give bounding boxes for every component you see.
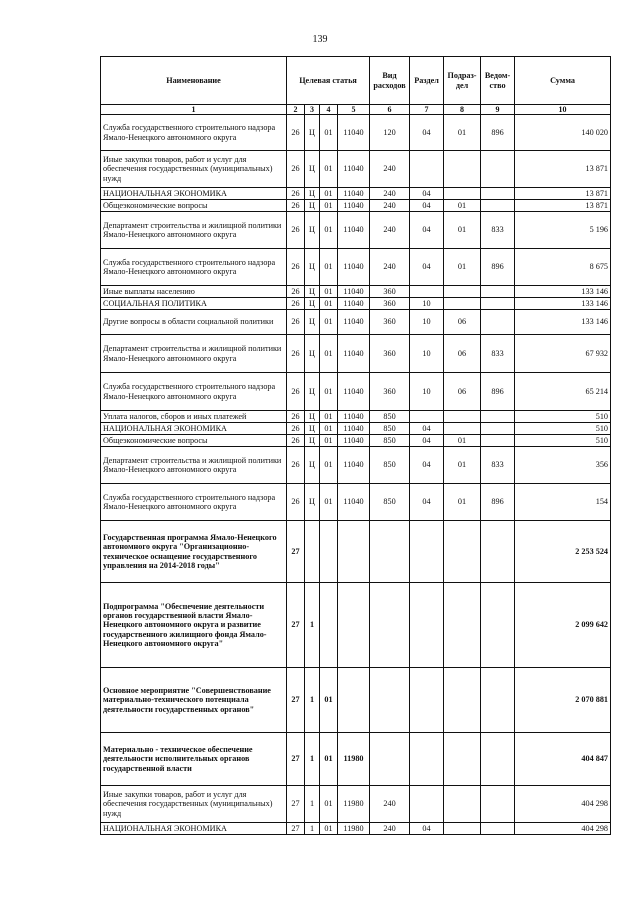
subsection: 01 xyxy=(444,115,481,151)
row-name: НАЦИОНАЛЬНАЯ ЭКОНОМИКА xyxy=(101,423,287,435)
table-row xyxy=(101,115,611,151)
column-number: 6 xyxy=(370,105,410,115)
table-row xyxy=(101,435,611,447)
department xyxy=(481,310,515,335)
column-number: 1 xyxy=(101,105,287,115)
amount: 154 xyxy=(515,484,611,521)
code-subprogram: Ц xyxy=(305,335,320,373)
section xyxy=(410,411,444,423)
code-program: 27 xyxy=(287,733,305,786)
expense-type: 240 xyxy=(370,823,410,835)
subsection: 06 xyxy=(444,373,481,411)
table-row xyxy=(101,583,611,668)
table-row xyxy=(101,823,611,835)
column-number: 10 xyxy=(515,105,611,115)
code-program: 27 xyxy=(287,583,305,668)
department: 896 xyxy=(481,373,515,411)
subsection xyxy=(444,286,481,298)
row-name: Общеэкономические вопросы xyxy=(101,435,287,447)
department xyxy=(481,435,515,447)
row-name: Иные закупки товаров, работ и услуг для обеспечения государственных (муниципальных) нужд xyxy=(101,786,287,823)
code-direction: 11040 xyxy=(338,200,370,212)
section: 04 xyxy=(410,435,444,447)
department: 896 xyxy=(481,484,515,521)
header-vedomstvo: Ведом-ство xyxy=(481,57,515,105)
section xyxy=(410,286,444,298)
code-measure: 01 xyxy=(320,411,338,423)
amount: 510 xyxy=(515,411,611,423)
section xyxy=(410,733,444,786)
subsection xyxy=(444,423,481,435)
amount: 356 xyxy=(515,447,611,484)
expense-type: 850 xyxy=(370,435,410,447)
section: 10 xyxy=(410,335,444,373)
department: 896 xyxy=(481,115,515,151)
subsection xyxy=(444,298,481,310)
section: 04 xyxy=(410,423,444,435)
code-direction: 11040 xyxy=(338,298,370,310)
code-program: 27 xyxy=(287,823,305,835)
header-summa: Сумма xyxy=(515,57,611,105)
department: 833 xyxy=(481,212,515,249)
expense-type: 850 xyxy=(370,447,410,484)
code-subprogram: Ц xyxy=(305,435,320,447)
header-row xyxy=(101,57,611,105)
code-direction: 11040 xyxy=(338,423,370,435)
code-measure: 01 xyxy=(320,447,338,484)
department xyxy=(481,151,515,188)
code-program: 27 xyxy=(287,668,305,733)
header-name: Наименование xyxy=(101,57,287,105)
code-program: 26 xyxy=(287,115,305,151)
department xyxy=(481,823,515,835)
code-direction: 11040 xyxy=(338,188,370,200)
code-direction xyxy=(338,668,370,733)
code-subprogram: 1 xyxy=(305,733,320,786)
table-row xyxy=(101,151,611,188)
row-name: Служба государственного строительного надзора Ямало-Ненецкого автономного округа xyxy=(101,373,287,411)
column-number: 9 xyxy=(481,105,515,115)
code-direction: 11040 xyxy=(338,212,370,249)
section: 04 xyxy=(410,823,444,835)
column-number-row xyxy=(101,105,611,115)
amount: 8 675 xyxy=(515,249,611,286)
section: 04 xyxy=(410,115,444,151)
department: 833 xyxy=(481,447,515,484)
expense-type: 240 xyxy=(370,188,410,200)
table-row xyxy=(101,286,611,298)
table-row xyxy=(101,373,611,411)
code-subprogram: 1 xyxy=(305,668,320,733)
code-subprogram: 1 xyxy=(305,786,320,823)
row-name: СОЦИАЛЬНАЯ ПОЛИТИКА xyxy=(101,298,287,310)
amount: 2 253 524 xyxy=(515,521,611,583)
row-name: Департамент строительства и жилищной политики Ямало-Ненецкого автономного округа xyxy=(101,447,287,484)
section: 10 xyxy=(410,310,444,335)
code-program: 26 xyxy=(287,212,305,249)
code-measure: 01 xyxy=(320,115,338,151)
amount: 140 020 xyxy=(515,115,611,151)
header-vid: Вид расходов xyxy=(370,57,410,105)
amount: 2 070 881 xyxy=(515,668,611,733)
subsection xyxy=(444,521,481,583)
amount: 133 146 xyxy=(515,298,611,310)
code-program: 26 xyxy=(287,435,305,447)
code-measure xyxy=(320,521,338,583)
subsection xyxy=(444,823,481,835)
expense-type xyxy=(370,668,410,733)
section xyxy=(410,668,444,733)
code-direction: 11040 xyxy=(338,411,370,423)
row-name: Общеэкономические вопросы xyxy=(101,200,287,212)
section: 04 xyxy=(410,447,444,484)
code-subprogram: Ц xyxy=(305,212,320,249)
code-subprogram: Ц xyxy=(305,373,320,411)
code-measure: 01 xyxy=(320,435,338,447)
department xyxy=(481,521,515,583)
code-measure: 01 xyxy=(320,188,338,200)
code-subprogram: Ц xyxy=(305,310,320,335)
code-program: 26 xyxy=(287,200,305,212)
subsection xyxy=(444,411,481,423)
code-program: 26 xyxy=(287,298,305,310)
table-row xyxy=(101,335,611,373)
section: 04 xyxy=(410,212,444,249)
code-subprogram xyxy=(305,521,320,583)
header-podrazdel: Подраз-дел xyxy=(444,57,481,105)
code-program: 26 xyxy=(287,151,305,188)
code-subprogram: 1 xyxy=(305,823,320,835)
subsection: 01 xyxy=(444,200,481,212)
table-row xyxy=(101,298,611,310)
expense-type: 240 xyxy=(370,151,410,188)
department xyxy=(481,200,515,212)
code-direction: 11980 xyxy=(338,733,370,786)
section: 04 xyxy=(410,484,444,521)
code-subprogram: Ц xyxy=(305,298,320,310)
department xyxy=(481,411,515,423)
expense-type xyxy=(370,583,410,668)
amount: 2 099 642 xyxy=(515,583,611,668)
subsection: 01 xyxy=(444,212,481,249)
code-subprogram: Ц xyxy=(305,249,320,286)
department xyxy=(481,188,515,200)
amount: 13 871 xyxy=(515,151,611,188)
expense-type: 240 xyxy=(370,249,410,286)
row-name: Уплата налогов, сборов и иных платежей xyxy=(101,411,287,423)
table-row xyxy=(101,521,611,583)
code-direction: 11980 xyxy=(338,786,370,823)
code-direction: 11040 xyxy=(338,373,370,411)
row-name: Государственная программа Ямало-Ненецкого автономного округа "Организационно-техническое оснащение государственного управления на 2014-2018 годы" xyxy=(101,521,287,583)
code-direction: 11040 xyxy=(338,484,370,521)
department xyxy=(481,423,515,435)
code-direction: 11040 xyxy=(338,310,370,335)
department xyxy=(481,733,515,786)
code-subprogram: Ц xyxy=(305,200,320,212)
code-subprogram: Ц xyxy=(305,188,320,200)
table-row xyxy=(101,249,611,286)
department: 833 xyxy=(481,335,515,373)
amount: 404 847 xyxy=(515,733,611,786)
subsection xyxy=(444,786,481,823)
code-program: 26 xyxy=(287,373,305,411)
section xyxy=(410,521,444,583)
expense-type: 850 xyxy=(370,423,410,435)
section: 10 xyxy=(410,298,444,310)
code-measure: 01 xyxy=(320,423,338,435)
code-direction: 11040 xyxy=(338,435,370,447)
code-program: 27 xyxy=(287,521,305,583)
code-measure: 01 xyxy=(320,200,338,212)
section xyxy=(410,786,444,823)
header-target: Целевая статья xyxy=(287,57,370,105)
expense-type: 240 xyxy=(370,786,410,823)
code-measure: 01 xyxy=(320,335,338,373)
table-row xyxy=(101,447,611,484)
row-name: Служба государственного строительного надзора Ямало-Ненецкого автономного округа xyxy=(101,249,287,286)
section: 04 xyxy=(410,188,444,200)
table-row xyxy=(101,423,611,435)
row-name: Служба государственного строительного надзора Ямало-Ненецкого автономного округа xyxy=(101,484,287,521)
table-row xyxy=(101,786,611,823)
subsection xyxy=(444,188,481,200)
column-number: 4 xyxy=(320,105,338,115)
row-name: НАЦИОНАЛЬНАЯ ЭКОНОМИКА xyxy=(101,823,287,835)
expense-type: 850 xyxy=(370,484,410,521)
code-direction: 11980 xyxy=(338,823,370,835)
code-measure: 01 xyxy=(320,212,338,249)
row-name: Подпрограмма "Обеспечение деятельности органов государственной власти Ямало-Ненецкого автономного округа и развитие государственного жилищного фонда Ямало-Ненецкого автономного округа" xyxy=(101,583,287,668)
column-number: 3 xyxy=(305,105,320,115)
amount: 404 298 xyxy=(515,823,611,835)
code-measure: 01 xyxy=(320,286,338,298)
code-measure: 01 xyxy=(320,823,338,835)
subsection: 01 xyxy=(444,249,481,286)
code-program: 26 xyxy=(287,249,305,286)
code-direction: 11040 xyxy=(338,286,370,298)
table-row xyxy=(101,668,611,733)
expense-type xyxy=(370,521,410,583)
subsection xyxy=(444,151,481,188)
subsection xyxy=(444,583,481,668)
expense-type: 360 xyxy=(370,373,410,411)
department xyxy=(481,668,515,733)
column-number: 7 xyxy=(410,105,444,115)
expense-type: 360 xyxy=(370,286,410,298)
code-direction: 11040 xyxy=(338,447,370,484)
code-direction: 11040 xyxy=(338,115,370,151)
code-measure: 01 xyxy=(320,310,338,335)
row-name: Другие вопросы в области социальной политики xyxy=(101,310,287,335)
code-measure: 01 xyxy=(320,786,338,823)
expense-type: 360 xyxy=(370,310,410,335)
expense-type: 360 xyxy=(370,335,410,373)
table-row xyxy=(101,212,611,249)
department xyxy=(481,286,515,298)
code-measure: 01 xyxy=(320,151,338,188)
code-program: 26 xyxy=(287,411,305,423)
amount: 510 xyxy=(515,435,611,447)
department xyxy=(481,583,515,668)
row-name: Департамент строительства и жилищной политики Ямало-Ненецкого автономного округа xyxy=(101,212,287,249)
header-razdel: Раздел xyxy=(410,57,444,105)
amount: 404 298 xyxy=(515,786,611,823)
amount: 133 146 xyxy=(515,310,611,335)
code-program: 26 xyxy=(287,423,305,435)
table-row xyxy=(101,310,611,335)
column-number: 2 xyxy=(287,105,305,115)
table-row xyxy=(101,733,611,786)
row-name: Служба государственного строительного надзора Ямало-Ненецкого автономного округа xyxy=(101,115,287,151)
expense-type xyxy=(370,733,410,786)
code-direction: 11040 xyxy=(338,335,370,373)
code-subprogram: Ц xyxy=(305,151,320,188)
subsection: 01 xyxy=(444,447,481,484)
department xyxy=(481,786,515,823)
code-subprogram: Ц xyxy=(305,286,320,298)
table-row xyxy=(101,411,611,423)
code-subprogram: Ц xyxy=(305,484,320,521)
expense-type: 360 xyxy=(370,298,410,310)
section: 10 xyxy=(410,373,444,411)
code-subprogram: Ц xyxy=(305,411,320,423)
amount: 13 871 xyxy=(515,188,611,200)
section xyxy=(410,151,444,188)
table-row xyxy=(101,484,611,521)
column-number: 8 xyxy=(444,105,481,115)
code-direction xyxy=(338,521,370,583)
code-subprogram: Ц xyxy=(305,115,320,151)
row-name: Департамент строительства и жилищной политики Ямало-Ненецкого автономного округа xyxy=(101,335,287,373)
row-name: Иные закупки товаров, работ и услуг для обеспечения государственных (муниципальных) нужд xyxy=(101,151,287,188)
expense-type: 240 xyxy=(370,200,410,212)
section: 04 xyxy=(410,200,444,212)
code-measure xyxy=(320,583,338,668)
column-number: 5 xyxy=(338,105,370,115)
amount: 13 871 xyxy=(515,200,611,212)
code-subprogram: Ц xyxy=(305,423,320,435)
subsection: 06 xyxy=(444,310,481,335)
expense-type: 120 xyxy=(370,115,410,151)
page-number: 139 xyxy=(312,34,328,45)
code-measure: 01 xyxy=(320,668,338,733)
amount: 5 196 xyxy=(515,212,611,249)
department xyxy=(481,298,515,310)
code-measure: 01 xyxy=(320,733,338,786)
expense-type: 850 xyxy=(370,411,410,423)
department: 896 xyxy=(481,249,515,286)
amount: 133 146 xyxy=(515,286,611,298)
row-name: Иные выплаты населению xyxy=(101,286,287,298)
code-subprogram: Ц xyxy=(305,447,320,484)
code-program: 26 xyxy=(287,335,305,373)
code-program: 26 xyxy=(287,310,305,335)
expense-type: 240 xyxy=(370,212,410,249)
code-program: 26 xyxy=(287,188,305,200)
code-program: 26 xyxy=(287,484,305,521)
subsection xyxy=(444,668,481,733)
code-direction xyxy=(338,583,370,668)
amount: 67 932 xyxy=(515,335,611,373)
subsection: 01 xyxy=(444,484,481,521)
code-measure: 01 xyxy=(320,298,338,310)
subsection: 01 xyxy=(444,435,481,447)
row-name: НАЦИОНАЛЬНАЯ ЭКОНОМИКА xyxy=(101,188,287,200)
section: 04 xyxy=(410,249,444,286)
subsection: 06 xyxy=(444,335,481,373)
section xyxy=(410,583,444,668)
code-program: 27 xyxy=(287,786,305,823)
row-name: Материально - техническое обеспечение деятельности исполнительных органов государственной власти xyxy=(101,733,287,786)
amount: 65 214 xyxy=(515,373,611,411)
code-subprogram: 1 xyxy=(305,583,320,668)
code-direction: 11040 xyxy=(338,151,370,188)
subsection xyxy=(444,733,481,786)
code-program: 26 xyxy=(287,447,305,484)
code-measure: 01 xyxy=(320,249,338,286)
row-name: Основное мероприятие "Совершенствование материально-технического потенциала деятельности государственных органов" xyxy=(101,668,287,733)
code-program: 26 xyxy=(287,286,305,298)
table-row xyxy=(101,188,611,200)
budget-table xyxy=(100,56,611,835)
code-measure: 01 xyxy=(320,373,338,411)
code-measure: 01 xyxy=(320,484,338,521)
table-row xyxy=(101,200,611,212)
amount: 510 xyxy=(515,423,611,435)
code-direction: 11040 xyxy=(338,249,370,286)
